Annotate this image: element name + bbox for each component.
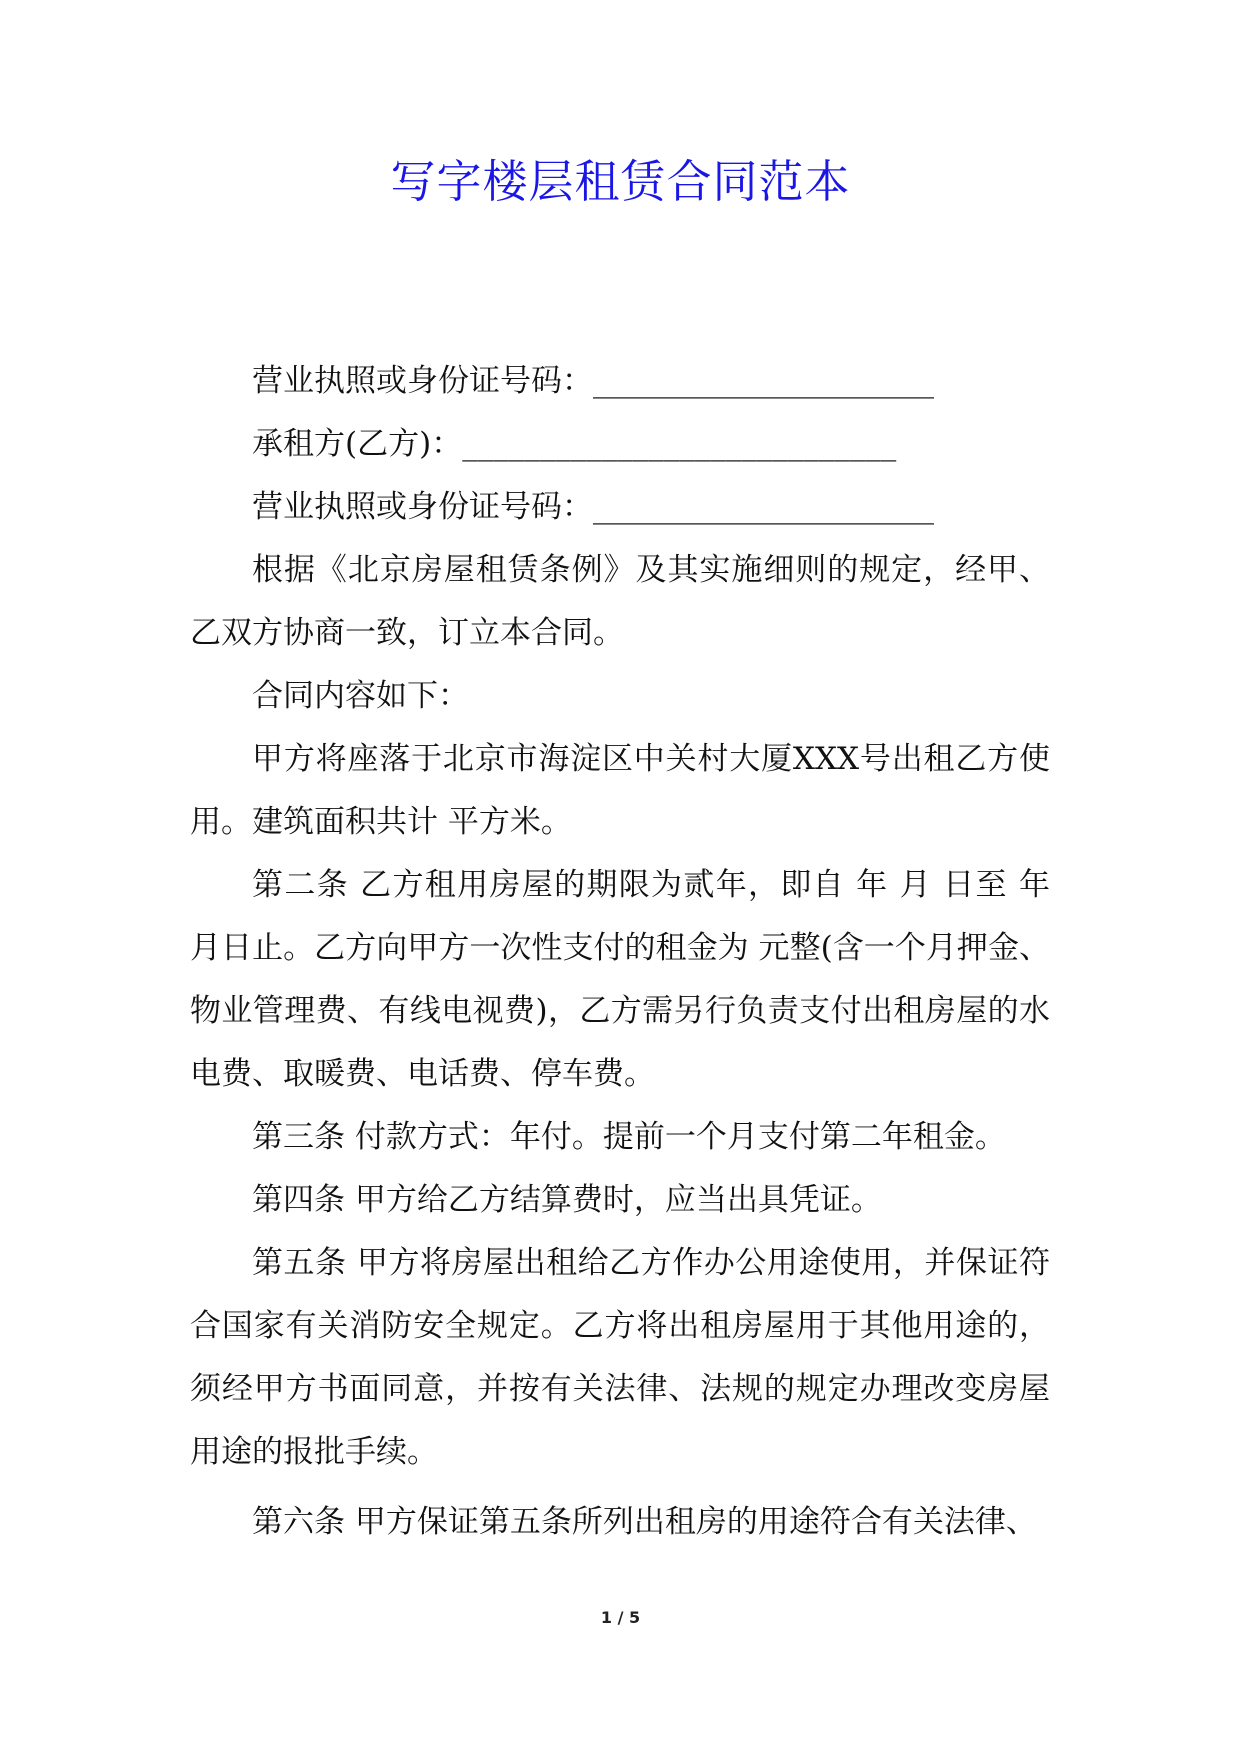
paragraph-contents-heading: 合同内容如下： xyxy=(252,678,469,714)
paragraph-lessee: 承租方(乙方)：____________________________ xyxy=(252,426,897,462)
document-title: 写字楼层租赁合同范本 xyxy=(390,155,851,208)
paragraph-premises: 甲方将座落于北京市海淀区中关村大厦XXX号出租乙方使用。建筑面积共计 平方米。 xyxy=(190,741,1050,840)
paragraph-article-6: 第六条 甲方保证第五条所列出租房的用途符合有关法律、 xyxy=(252,1504,1037,1540)
document-body xyxy=(190,350,1060,1554)
paragraph-article-5: 第五条 甲方将房屋出租给乙方作办公用途使用，并保证符合国家有关消防安全规定。乙方将出租房屋用于其他用途的，须经甲方书面同意，并按有关法律、法规的规定办理改变房屋用途的报批手续。 xyxy=(190,1245,1050,1470)
paragraph-license-number-1: 营业执照或身份证号码：______________________ xyxy=(252,363,934,399)
paragraph-preamble: 根据《北京房屋租赁条例》及其实施细则的规定，经甲、乙双方协商一致，订立本合同。 xyxy=(190,552,1050,651)
paragraph-license-number-2: 营业执照或身份证号码：______________________ xyxy=(252,489,934,525)
page-number: 1 / 5 xyxy=(600,1608,641,1627)
paragraph-article-3: 第三条 付款方式：年付。提前一个月支付第二年租金。 xyxy=(252,1119,1006,1155)
paragraph-article-4: 第四条 甲方给乙方结算费时，应当出具凭证。 xyxy=(252,1182,882,1218)
paragraph-article-2: 第二条 乙方租用房屋的期限为贰年，即自 年 月 日至 年 月日止。乙方向甲方一次性支付的租金为 元整(含一个月押金、物业管理费、有线电视费)，乙方需另行负责支付出租房屋的水电费、取暖费、电话费、停车费。 xyxy=(190,867,1060,1092)
